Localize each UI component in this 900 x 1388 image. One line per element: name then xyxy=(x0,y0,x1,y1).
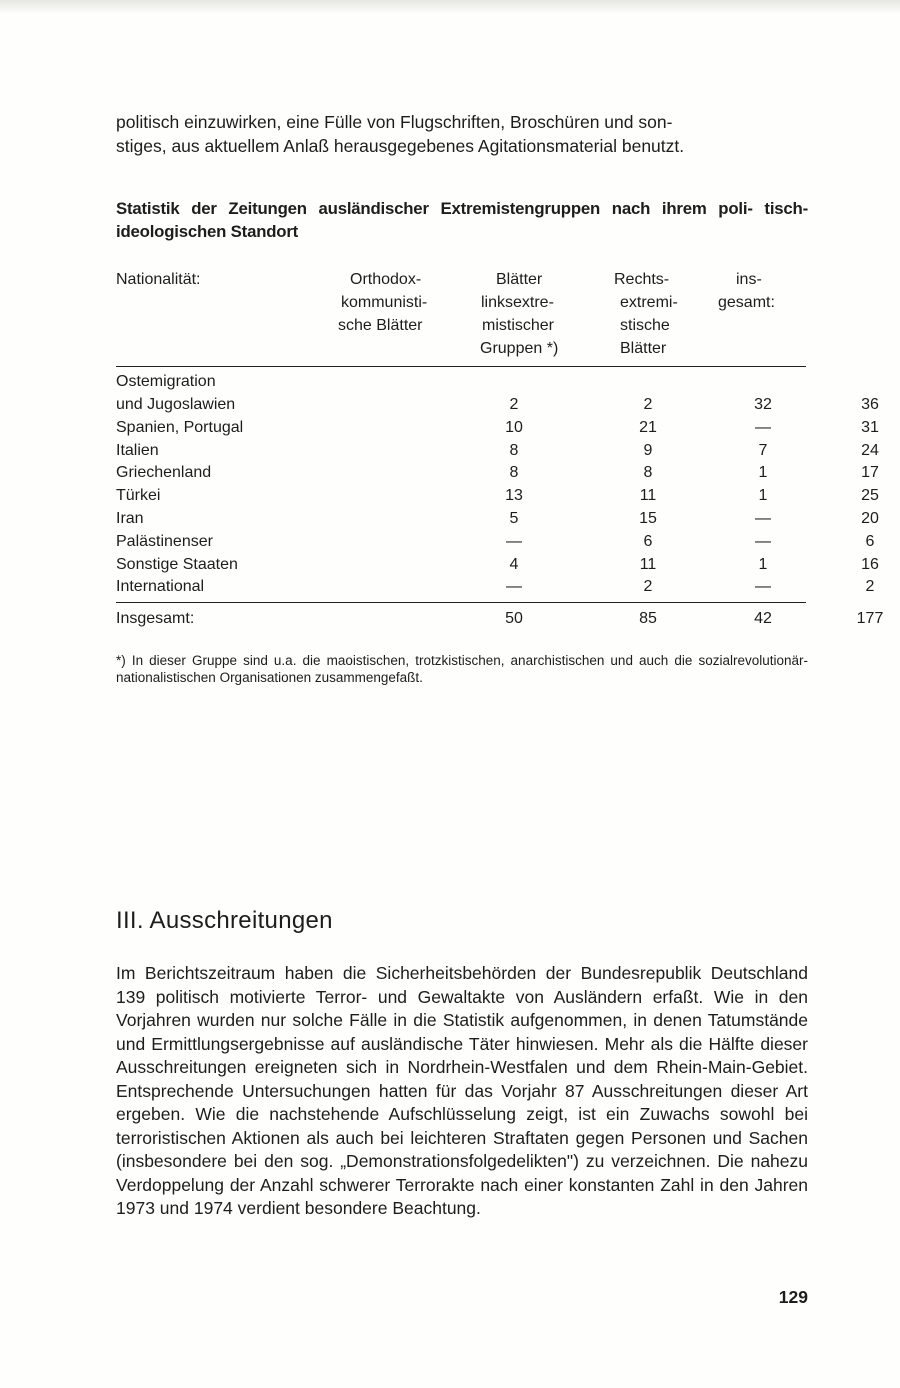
table-header-rule xyxy=(116,366,806,367)
table-row: Ostemigration xyxy=(116,373,216,390)
table-footnote: *) In dieser Gruppe sind u.a. die maoistischen, trotzkistischen, anarchistischen und auch die sozialrevolutionär-nationalistischen Organisationen zusammengefaßt. xyxy=(116,653,808,685)
page-number: 129 xyxy=(778,1287,808,1307)
section-heading: III. Ausschreitungen xyxy=(116,907,333,934)
scan-edge xyxy=(0,0,900,14)
header-col-orthodox: Orthodox- kommunisti- sche Blätter xyxy=(338,271,428,334)
header-col-rechtsextrem: Rechts- extremi- stische Blätter xyxy=(614,271,678,357)
header-col-insgesamt: ins- gesamt: xyxy=(718,271,775,311)
table-total-row: Insgesamt: 50 85 42 177 xyxy=(116,610,884,627)
table-row: Türkei 13 11 1 25 xyxy=(116,487,879,505)
table-row: Spanien, Portugal 10 21 — 31 xyxy=(116,418,879,436)
table-row: Palästinenser — 6 — 6 xyxy=(116,532,875,550)
table-total-rule xyxy=(116,602,806,603)
table-row: Sonstige Staaten 4 11 1 16 xyxy=(116,555,879,573)
table-row: und Jugoslawien 2 2 32 36 xyxy=(116,396,879,413)
intro-line: stiges, aus aktuellem Anlaß herausgegebenes Agitationsmaterial benutzt. xyxy=(116,135,685,156)
header-col-linksextrem: Blätter linksextre- mistischer Gruppen *) xyxy=(480,271,559,357)
header-nationality: Nationalität: xyxy=(116,271,201,288)
intro-paragraph xyxy=(116,111,808,158)
table-row: Italien 8 9 7 24 xyxy=(116,441,879,459)
intro-line: politisch einzuwirken, eine Fülle von Flugschriften, Broschüren und son- xyxy=(116,112,673,132)
body-paragraph: Im Berichtszeitraum haben die Sicherheitsbehörden der Bundesrepublik Deutschland 139 politisch motivierte Terror- und Gewaltakte von Ausländern erfaßt. Wie in den Vorjahren wurden nur solche Fälle in die Statistik aufgenommen, in denen Tatumstände und Ermittlungsergebnisse auf ausländische Täter hinwiesen. Mehr als die Hälfte dieser Ausschreitungen ereigneten sich in Nordrhein-Westfalen und dem Rhein-Main-Gebiet. Entsprechende Untersuchungen hatten für das Vorjahr 87 Ausschreitungen dieser Art ergeben. Wie die nachstehende Aufschlüsselung zeigt, ist ein Zuwachs sowohl bei terroristischen Aktionen als auch bei leichteren Straftaten gegen Personen und Sachen (insbesondere bei den sog. „Demonstrationsfolgedelikten") zu verzeichnen. Die nahezu Verdoppelung der Anzahl schwerer Terrorakte nach einer konstanten Zahl in den Jahren 1973 und 1974 verdient besondere Beachtung. xyxy=(116,963,808,1218)
table-title: Statistik der Zeitungen ausländischer Extremistengruppen nach ihrem poli- tisch-ideologischen Standort xyxy=(116,199,808,241)
table-row: Iran 5 15 — 20 xyxy=(116,510,879,527)
table-row: International — 2 — 2 xyxy=(116,578,875,596)
table-row: Griechenland 8 8 1 17 xyxy=(116,464,879,482)
